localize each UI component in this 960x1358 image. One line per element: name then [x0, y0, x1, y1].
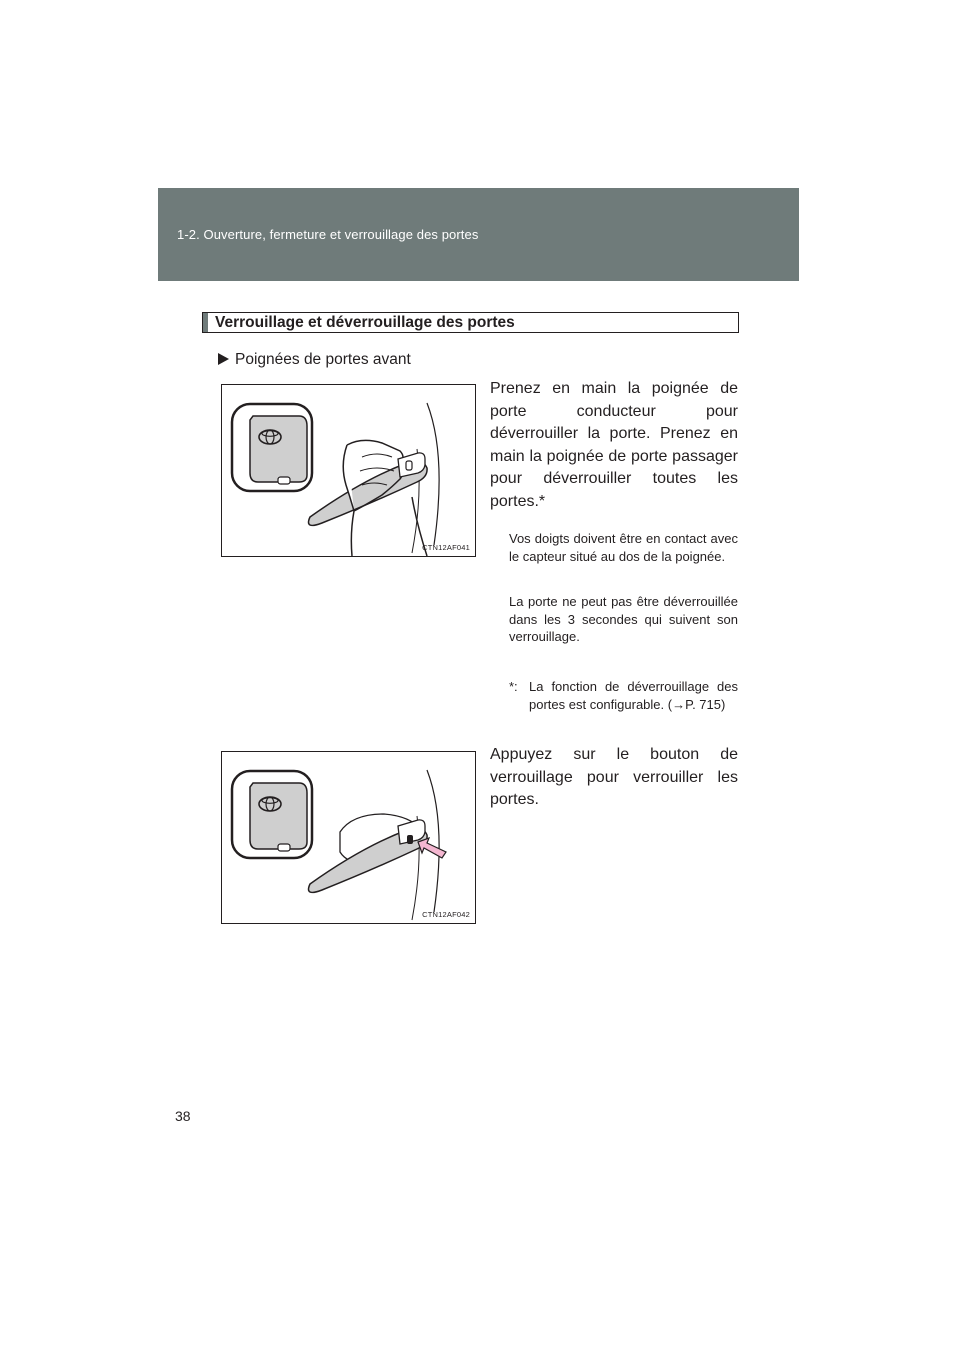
figure-code: CTN12AF042 — [422, 910, 470, 919]
section-heading-text: Verrouillage et déverrouillage des portes — [215, 314, 515, 331]
smart-key-icon — [232, 771, 312, 858]
footnote — [509, 678, 738, 713]
footnote-text: La fonction de déverrouillage des portes est configurable. (→P. 715) — [529, 679, 738, 712]
figure-lock-button — [221, 751, 476, 924]
header-title: 1-2. Ouverture, fermeture et verrouillage des portes — [177, 227, 479, 242]
section-heading-bar — [203, 313, 208, 332]
note-sensor: Vos doigts doivent être en contact avec le capteur situé au dos de la poignée. — [509, 531, 738, 564]
subheading-text: Poignées de portes avant — [235, 351, 411, 368]
press-arrow-icon — [418, 838, 446, 858]
paragraph-lock: Appuyez sur le bouton de verrouillage pour verrouiller les portes. — [490, 746, 738, 808]
figure-code: CTN12AF041 — [422, 543, 470, 552]
footnote-mark: *: — [509, 679, 518, 694]
triangle-bullet-icon — [218, 353, 229, 365]
figure-grip-handle — [221, 384, 476, 557]
smart-key-icon — [232, 404, 312, 491]
hand-on-handle-illustration — [222, 385, 475, 556]
paragraph-unlock: Prenez en main la poignée de porte conducteur pour déverrouiller la porte. Prenez en main la poignée de porte passager pour déverrouiller toutes les portes.* — [490, 380, 738, 510]
page-number: 38 — [175, 1108, 191, 1124]
note-delay: La porte ne peut pas être déverrouillée dans les 3 secondes qui suivent son verrouillage. — [509, 594, 738, 644]
subheading — [218, 351, 411, 369]
section-heading — [202, 312, 739, 333]
lock-button-illustration — [222, 752, 475, 923]
